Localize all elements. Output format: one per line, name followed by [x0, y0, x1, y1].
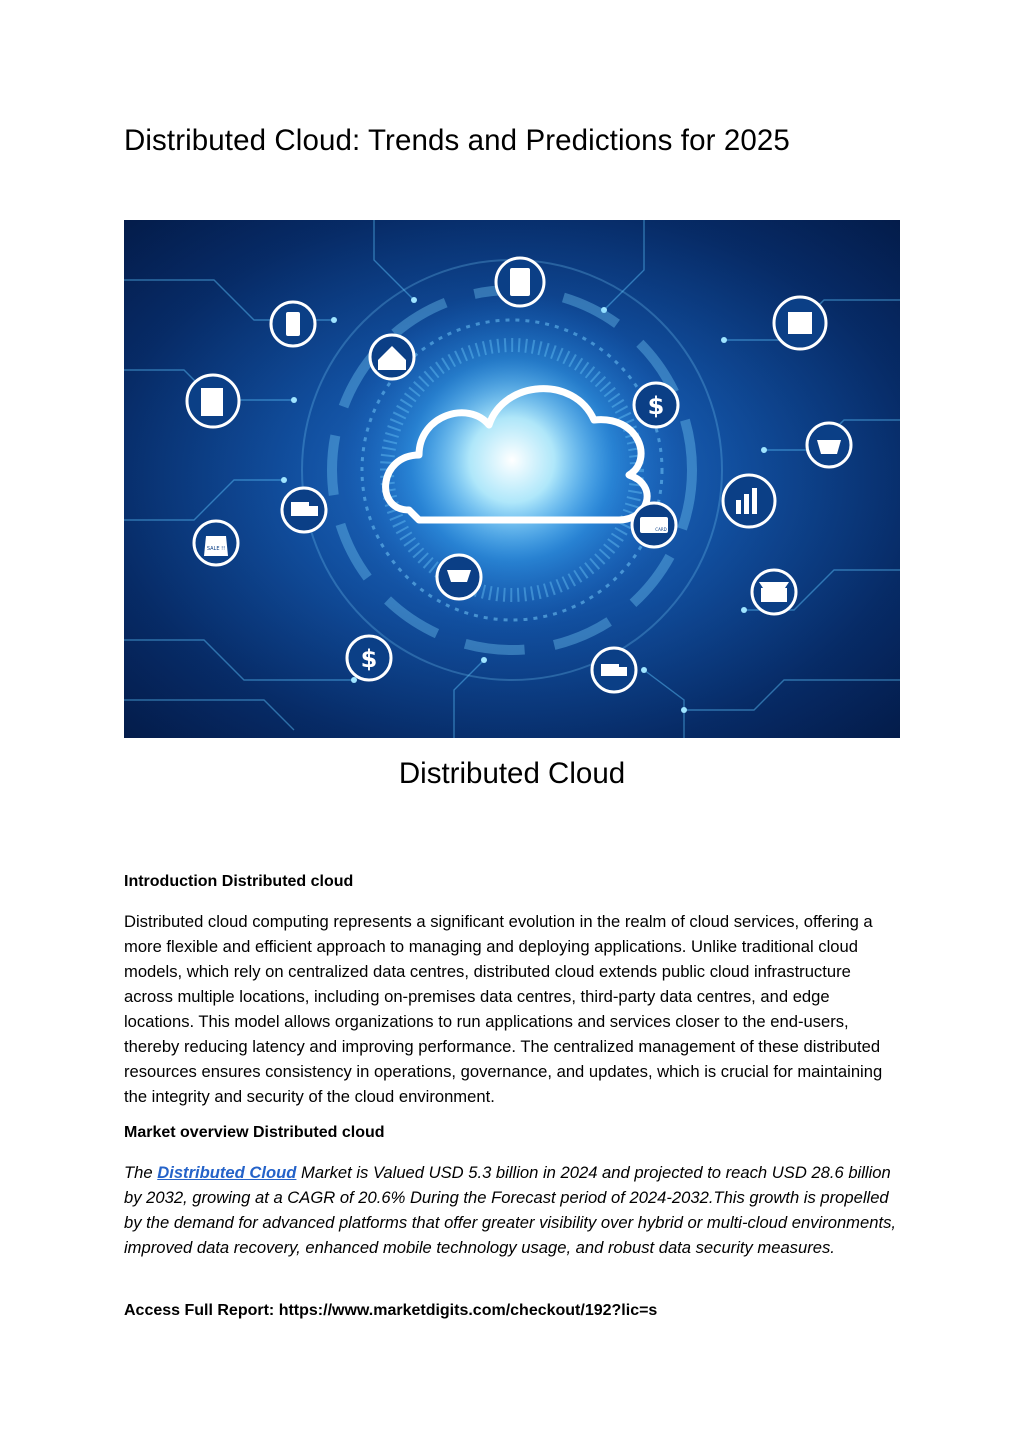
- hero-image: [124, 220, 900, 738]
- access-full-report: Access Full Report: https://www.marketdigits.com/checkout/192?lic=s: [124, 1302, 658, 1319]
- distributed-cloud-link[interactable]: Distributed Cloud: [157, 1163, 297, 1182]
- section-paragraph-introduction: Distributed cloud computing represents a significant evolution in the realm of cloud services, offering a more flexible and efficient approach to managing and deploying applications. Unlike traditional cloud models, which rely on centralized data centres, distributed cloud extends public cloud infrastructure across multiple locations, including on-premises data centres, third-party data centres, and edge locations. This model allows organizations to run applications and services closer to the end-users, thereby reducing latency and improving performance. The centralized management of these distributed resources ensures consistency in operations, governance, and updates, which is crucial for maintaining the integrity and security of the cloud environment.: [124, 912, 883, 1106]
- image-caption: Distributed Cloud: [398, 757, 626, 790]
- section-heading-introduction: Introduction Distributed cloud: [124, 873, 354, 890]
- svg-text:$: $: [647, 392, 665, 420]
- svg-text:$: $: [360, 645, 378, 673]
- section-heading-market-overview: Market overview Distributed cloud: [124, 1124, 385, 1141]
- distributed-cloud-illustration: [124, 220, 900, 738]
- section-paragraph-market-overview: [124, 1160, 904, 1260]
- svg-text:CARD: CARD: [655, 527, 667, 532]
- svg-text:SALE !!: SALE !!: [206, 546, 226, 552]
- paragraph-prefix: The: [124, 1163, 158, 1182]
- document-title: Distributed Cloud: Trends and Predictions for 2025: [124, 124, 790, 157]
- paragraph-rest: Market is Valued USD 5.3 billion in 2024 and projected to reach USD 28.6 billion by 2032, growing at a CAGR of 20.6% During the Forecast period of 2024-2032.This growth is propelled by the demand for advanced platforms that offer greater visibility over hybrid or multi-cloud environments, improved data recovery, enhanced mobile technology usage, and robust data security measures.: [124, 1163, 896, 1257]
